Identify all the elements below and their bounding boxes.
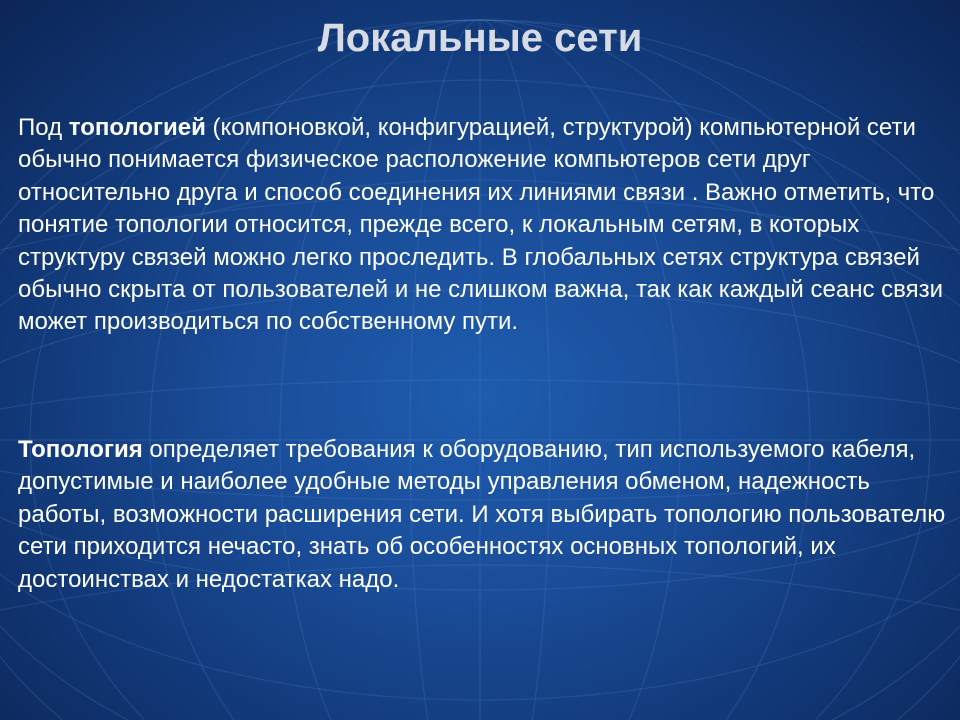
- keyword-topology-2: Топология: [18, 436, 143, 463]
- slide-title: Локальные сети: [317, 16, 643, 60]
- paragraph-topology-definition: [18, 112, 948, 339]
- keyword-topology: топологией: [68, 114, 206, 141]
- paragraph1-prefix: Под: [18, 114, 69, 141]
- paragraph-topology-requirements: [18, 434, 948, 596]
- paragraph2-text: определяет требования к оборудованию, тип используемого кабеля, допустимые и наиболее удобные методы управления обменом, надежность работы, возможности расширения сети. И хотя выбирать топологию пользователю сети приходится нечасто, знать об особенностях основных топологий, их достоинствах и недостатках надо.: [18, 436, 946, 593]
- paragraph1-text: (компоновкой, конфигурацией, структурой) компьютерной сети обычно понимается физическое расположение компьютеров сети друг относительно друга и способ соединения их линиями связи . Важно отметить, что понятие топологии относится, прежде всего, к локальным сетям, в которых структуру связей можно легко проследить. В глобальных сетях структура связей обычно скрыта от пользователей и не слишком важна, так как каждый сеанс связи может производиться по собственному пути.: [18, 114, 943, 336]
